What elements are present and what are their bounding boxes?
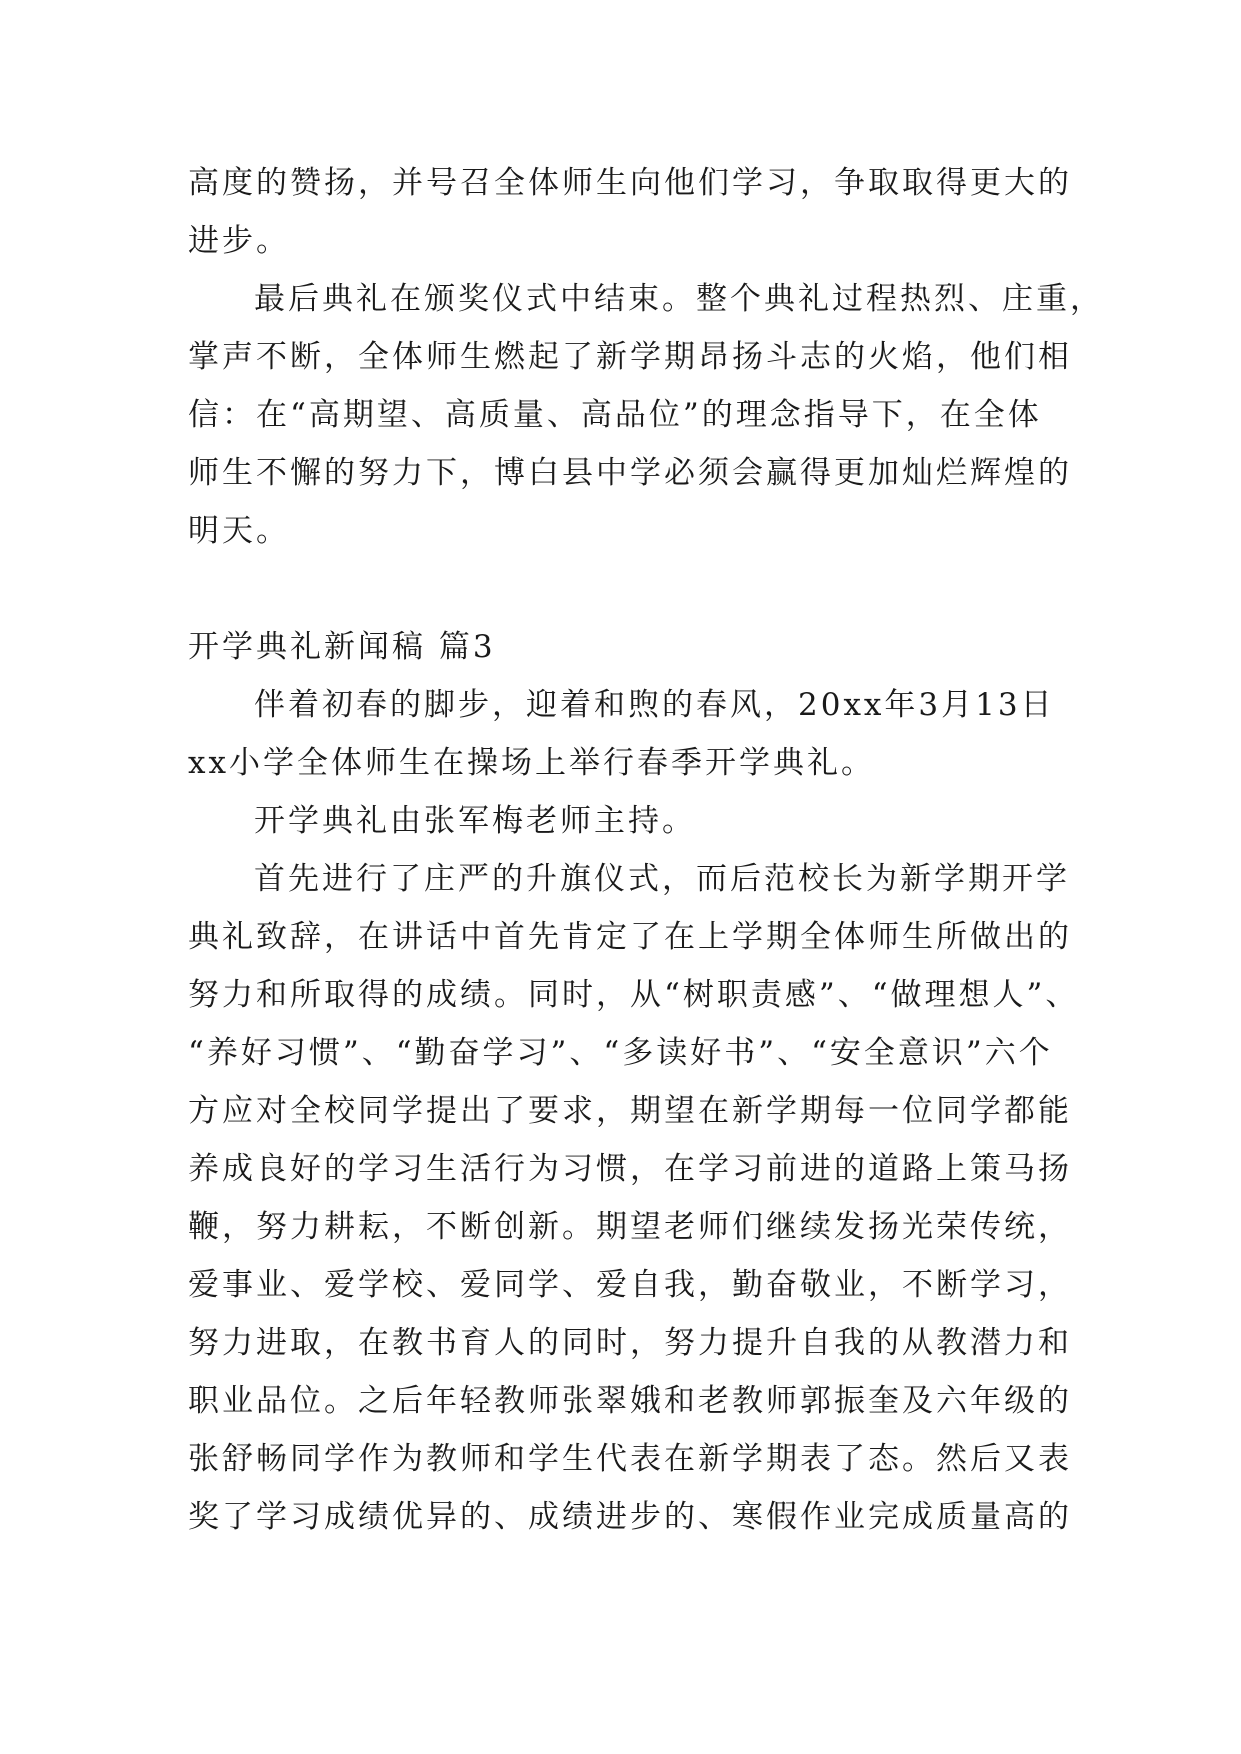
section-title-block — [188, 618, 1088, 676]
text-line: 职业品位。之后年轻教师张翠娥和老教师郭振奎及六年级的 — [188, 1383, 1072, 1419]
text-line: 信：在“高期望、高质量、高品位”的理念指导下，在全体 — [188, 397, 1042, 433]
text-line: 伴着初春的脚步，迎着和煦的春风，20xx年3月13日 — [254, 687, 1055, 723]
text-line: 典礼致辞，在讲话中首先肯定了在上学期全体师生所做出的 — [188, 919, 1072, 955]
text-line: 首先进行了庄严的升旗仪式，而后范校长为新学期开学 — [254, 861, 1070, 897]
text-line: 奖了学习成绩优异的、成绩进步的、寒假作业完成质量高的 — [188, 1499, 1072, 1535]
text-line: 爱事业、爱学校、爱同学、爱自我，勤奋敬业，不断学习， — [188, 1267, 1072, 1303]
text-line: 进步。 — [188, 223, 290, 259]
text-line: 高度的赞扬，并号召全体师生向他们学习，争取取得更大的 — [188, 165, 1072, 201]
text-line: 努力和所取得的成绩。同时，从“树职责感”、“做理想人”、 — [188, 977, 1080, 1013]
text-line: 最后典礼在颁奖仪式中结束。整个典礼过程热烈、庄重， — [254, 281, 1104, 317]
text-line: 张舒畅同学作为教师和学生代表在新学期表了态。然后又表 — [188, 1441, 1072, 1477]
text-line: xx小学全体师生在操场上举行春季开学典礼。 — [188, 745, 875, 781]
section-title: 开学典礼新闻稿 篇3 — [188, 629, 496, 665]
paragraph-block-closing — [188, 154, 1104, 560]
text-line: 掌声不断，全体师生燃起了新学期昂扬斗志的火焰，他们相 — [188, 339, 1072, 375]
text-line: 鞭，努力耕耘，不断创新。期望老师们继续发扬光荣传统， — [188, 1209, 1072, 1245]
text-line: 明天。 — [188, 513, 290, 549]
text-line: “养好习惯”、“勤奋学习”、“多读好书”、“安全意识”六个 — [188, 1035, 1053, 1071]
text-line: 师生不懈的努力下，博白县中学必须会赢得更加灿烂辉煌的 — [188, 455, 1072, 491]
text-line: 努力进取，在教书育人的同时，努力提升自我的从教潜力和 — [188, 1325, 1072, 1361]
text-line: 方应对全校同学提出了要求，期望在新学期每一位同学都能 — [188, 1093, 1072, 1129]
text-line: 开学典礼由张军梅老师主持。 — [254, 803, 696, 839]
paragraph-block-news — [188, 676, 1088, 1546]
text-line: 养成良好的学习生活行为习惯，在学习前进的道路上策马扬 — [188, 1151, 1072, 1187]
